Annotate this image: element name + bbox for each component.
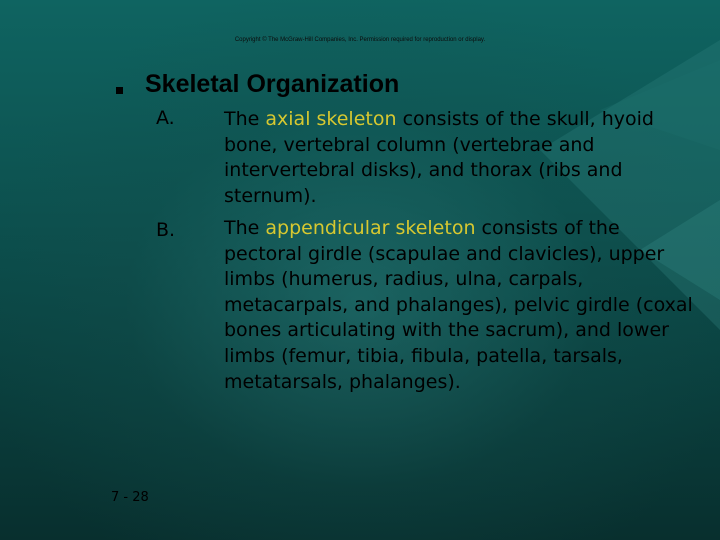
highlighted-term: axial skeleton	[265, 108, 397, 130]
item-lead: The	[224, 108, 266, 130]
bullet-square-icon	[116, 87, 123, 94]
item-appendicular-skeleton	[224, 216, 694, 395]
item-text: consists of the skull, hyoid bone, vertebral column (vertebrae and intervertebral disks), and thorax (ribs and sternum).	[224, 108, 654, 207]
item-marker-a: A.	[156, 107, 175, 129]
item-text: consists of the pectoral girdle (scapulae and clavicles), upper limbs (humerus, radius, ulna, carpals, metacarpals, and phalanges), pelvic girdle (coxal bones articulating with the sacrum), and lower limbs (femur, tibia, fibula, patella, tarsals, metatarsals, phalanges).	[224, 217, 693, 393]
item-axial-skeleton	[224, 107, 694, 209]
item-lead: The	[224, 217, 266, 239]
slide-title: Skeletal Organization	[145, 70, 400, 98]
copyright-notice: Copyright © The McGraw-Hill Companies, Inc. Permission required for reproduction or display.	[234, 37, 486, 43]
page-number: 7 - 28	[111, 490, 149, 505]
item-marker-b: B.	[156, 219, 176, 241]
highlighted-term: appendicular skeleton	[265, 217, 476, 239]
